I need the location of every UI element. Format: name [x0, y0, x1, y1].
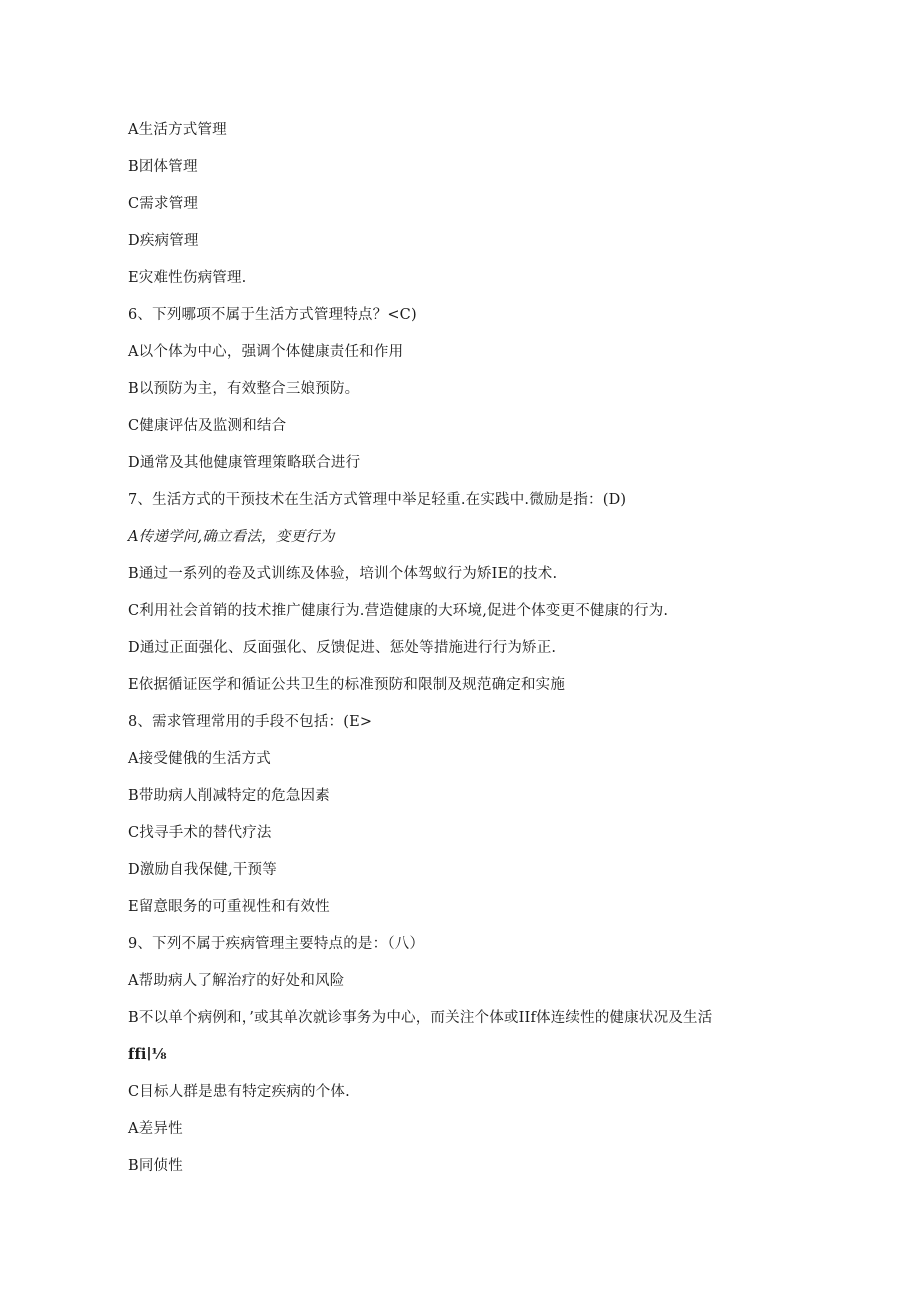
q8-option-e: E留意眼务的可重视性和有效性: [128, 899, 330, 915]
sub-option-a-difference: A差异性: [128, 1121, 183, 1137]
q6-option-d: D通常及其他健康管理策略联合进行: [128, 455, 361, 471]
q6-option-a: A以个体为中心，强调个体健康责任和作用: [128, 344, 404, 360]
q7-option-b: B通过一系列的卷及式训练及体验，培训个体驾蚁行为矫IE的技术.: [128, 566, 558, 582]
option-c-demand-management: C需求管理: [128, 196, 199, 212]
question-7: 7、生活方式的干预技术在生活方式管理中举足轻重.在实践中.微励是指：(D): [128, 492, 627, 508]
sub-option-b-sameness: B同侦性: [128, 1158, 183, 1174]
option-b-group-management: B团体管理: [128, 159, 198, 175]
q6-option-b: B以预防为主，有效整合三娘预防。: [128, 381, 360, 397]
q8-option-a: A接受健俄的生活方式: [128, 751, 271, 767]
q9-option-b-continuation: ffi∣⅛: [128, 1046, 167, 1063]
q7-option-a: A传递学问,确立看法，变更行为: [128, 529, 335, 545]
q9-option-a: A帮助病人了解治疗的好处和风险: [128, 973, 345, 989]
q7-option-e: E依据循证医学和循证公共卫生的标准预防和限制及规范确定和实施: [128, 677, 566, 693]
q7-option-d: D通过正面强化、反面强化、反馈促进、惩处等措施进行行为矫正.: [128, 640, 557, 656]
option-a-lifestyle-management: A生活方式管理: [128, 122, 227, 138]
question-9: 9、下列不属于疾病管理主要特点的是：（八）: [128, 936, 425, 952]
q9-option-c: C目标人群是患有特定疾病的个体.: [128, 1084, 350, 1100]
q6-option-c: C健康评估及监测和结合: [128, 418, 287, 434]
q8-option-d: D激励自我保健,干预等: [128, 862, 277, 878]
question-8: 8、需求管理常用的手段不包括：(E>: [128, 714, 373, 730]
q7-option-c: C利用社会首销的技术推广健康行为.营造健康的大环境,促进个体变更不健康的行为.: [128, 603, 669, 619]
q8-option-b: B带助病人削减特定的危急因素: [128, 788, 330, 804]
option-d-disease-management: D疾病管理: [128, 233, 199, 249]
option-e-catastrophic-injury-management: E灾难性伤病管理.: [128, 270, 247, 286]
question-6: 6、下列哪项不属于生活方式管理特点？<C): [128, 307, 417, 323]
q9-option-b: B不以单个病例和，’或其单次就诊事务为中心，而关注个体或IIf体连续性的健康状况及生活: [128, 1010, 713, 1026]
q8-option-c: C找寻手术的替代疗法: [128, 825, 272, 841]
